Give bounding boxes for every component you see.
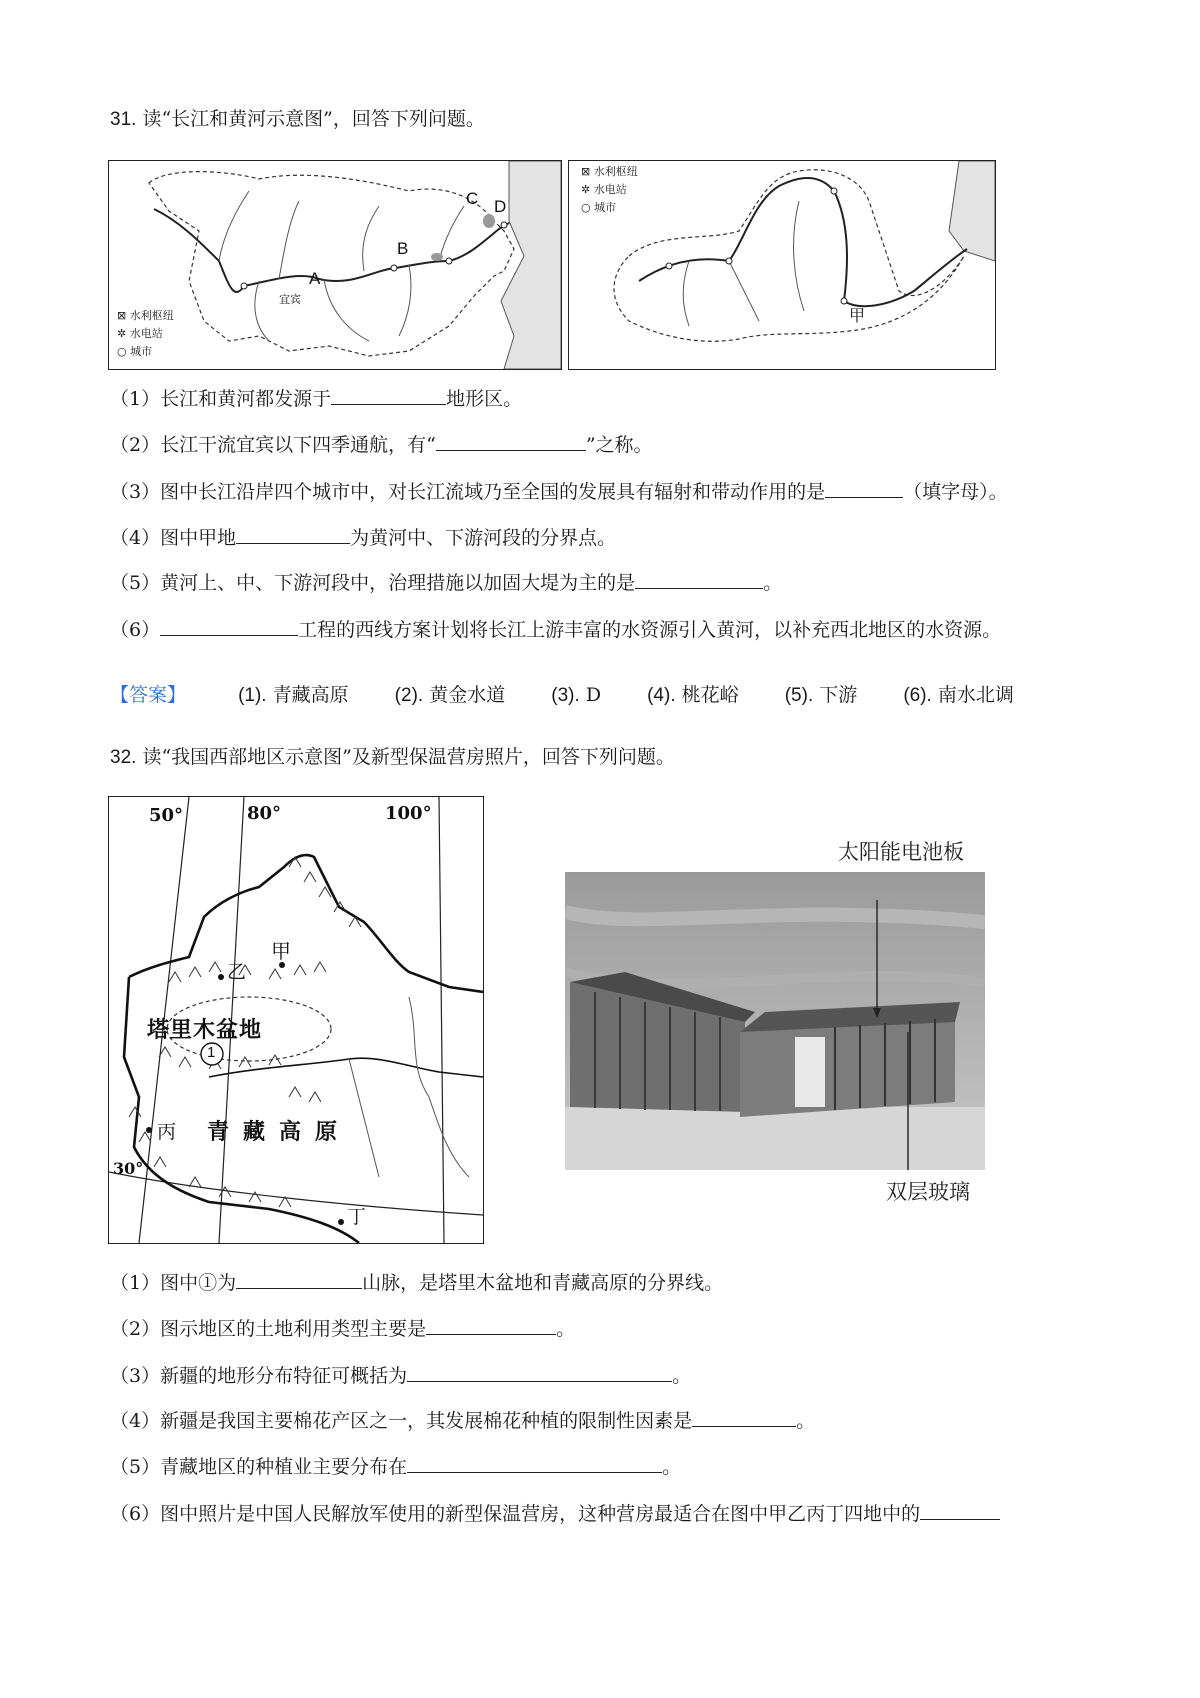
legend-city-label: 城市 <box>130 345 153 358</box>
answer-blank[interactable] <box>236 525 350 544</box>
answer-blank[interactable] <box>436 432 586 451</box>
answer-blank[interactable] <box>160 617 298 636</box>
answer-2: 黄金水道 <box>429 684 506 706</box>
label-tarim-basin: 塔里木盆地 <box>147 1017 263 1042</box>
answer-blank[interactable] <box>825 479 903 498</box>
q31-title <box>110 104 485 131</box>
answer-3: D <box>585 684 602 706</box>
lon-50-label: 50° <box>149 805 184 826</box>
answer-1: 青藏高原 <box>272 684 349 706</box>
lon-100-label: 100° <box>385 803 432 824</box>
answer-4: 桃花峪 <box>681 684 739 706</box>
legend-hydropower-label: 水电站 <box>129 327 163 340</box>
q31-item-4: （4）图中甲地 为黄河中、下游河段的分界点。 <box>110 527 617 549</box>
answer-blank[interactable] <box>407 1363 672 1382</box>
label-jia: 甲 <box>271 941 291 963</box>
q31-item-3: （3）图中长江沿岸四个城市中，对长江流域乃至全国的发展具有辐射和带动作用的是 （填字母）。 <box>110 481 1008 503</box>
q31-answer: 【答案】 (1). 青藏高原 (2). 黄金水道 (3). D (4). 桃花峪 (5). 下游 (6). 南水北调 <box>110 684 1014 706</box>
answer-blank[interactable] <box>692 1408 796 1427</box>
q32-item-6: （6）图中照片是中国人民解放军使用的新型保温营房，这种营房最适合在图中甲乙丙丁四地中的 <box>110 1499 1000 1526</box>
q32-number: 32. <box>110 747 137 768</box>
label-yibin: 宜宾 <box>279 294 301 306</box>
label-ding: 丁 <box>347 1207 367 1228</box>
legend-dam-label: 水利枢纽 <box>129 309 174 322</box>
q31-item-6: （6） 工程的西线方案计划将长江上游丰富的水资源引入黄河，以补充西北地区的水资源。 <box>110 619 1002 641</box>
q31-title-text: 读“长江和黄河示意图”，回答下列问题。 <box>142 108 485 130</box>
label-bing: 丙 <box>157 1122 177 1143</box>
barracks-photo <box>565 872 985 1170</box>
western-china-map <box>108 796 484 1244</box>
label-a: A <box>309 269 321 288</box>
answer-5: 下游 <box>819 684 858 706</box>
caption-double-glass: 双层玻璃 <box>886 1180 970 1204</box>
q31-number: 31. <box>110 109 137 130</box>
label-d: D <box>494 197 507 216</box>
label-b: B <box>397 239 409 258</box>
answer-tag: 【答案】 <box>110 684 187 706</box>
yangtze-legend <box>117 307 174 361</box>
city-icon: ○ <box>117 345 131 358</box>
answer-blank[interactable] <box>635 570 763 589</box>
q32-item-1: （1）图中①为 山脉，是塔里木盆地和青藏高原的分界线。 <box>110 1272 724 1294</box>
answer-blank[interactable] <box>426 1316 556 1335</box>
label-qinghai-tibet: 青藏高原 <box>207 1119 352 1144</box>
label-circle-1: 1 <box>207 1044 216 1061</box>
answer-6: 南水北调 <box>937 684 1014 706</box>
yellow-legend <box>581 163 638 217</box>
q32-title-text: 读“我国西部地区示意图”及新型保温营房照片，回答下列问题。 <box>142 746 675 768</box>
answer-blank[interactable] <box>331 386 446 405</box>
legend-city-label: 城市 <box>594 201 617 214</box>
city-icon: ○ <box>581 201 595 214</box>
q32-item-4: （4）新疆是我国主要棉花产区之一，其发展棉花种植的限制性因素是 。 <box>110 1410 816 1432</box>
caption-solar-panel: 太阳能电池板 <box>838 840 964 864</box>
barracks-photo-drawing <box>565 872 985 1170</box>
legend-dam-label: 水利枢纽 <box>593 165 638 178</box>
q32-item-2: （2）图示地区的土地利用类型主要是 。 <box>110 1318 576 1340</box>
answer-blank[interactable] <box>236 1270 362 1289</box>
dam-icon: ⊠ <box>117 309 130 322</box>
label-jia: 甲 <box>849 308 866 325</box>
label-yi: 乙 <box>227 962 247 983</box>
yellow-river-map <box>568 160 996 370</box>
q31-item-1: （1）长江和黄河都发源于 地形区。 <box>110 388 523 410</box>
yangtze-map <box>108 160 562 370</box>
hydropower-icon: ✲ <box>117 327 130 340</box>
q32-item-5: （5）青藏地区的种植业主要分布在 。 <box>110 1456 682 1478</box>
answer-blank[interactable] <box>920 1501 1000 1520</box>
dam-icon: ⊠ <box>581 165 594 178</box>
lon-80-label: 80° <box>247 803 282 824</box>
yangtze-map-drawing <box>109 161 561 369</box>
label-c: C <box>466 189 479 208</box>
q31-item-2: （2）长江干流宜宾以下四季通航，有“ ”之称。 <box>110 434 653 456</box>
answer-blank[interactable] <box>407 1454 662 1473</box>
hydropower-icon: ✲ <box>581 183 594 196</box>
lat-30-label: 30° <box>113 1159 144 1178</box>
q31-item-5: （5）黄河上、中、下游河段中，治理措施以加固大堤为主的是 。 <box>110 572 783 594</box>
legend-hydropower-label: 水电站 <box>593 183 627 196</box>
q32-item-3: （3）新疆的地形分布特征可概括为 。 <box>110 1365 692 1387</box>
q32-title <box>110 742 675 769</box>
